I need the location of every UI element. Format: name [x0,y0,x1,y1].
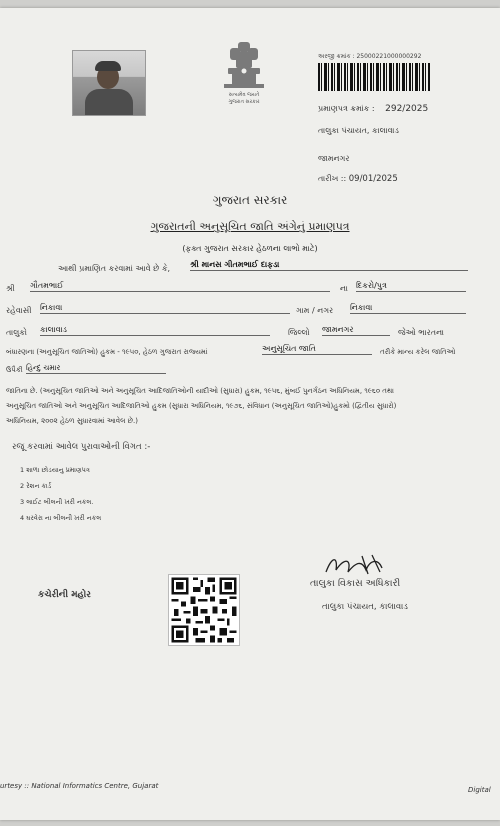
evidence-item: 1 શાળા છોડયાનુ પ્રમાણપત્ર [20,466,90,474]
digital-label: Digital [468,786,491,794]
village: નિકાવા [350,303,466,314]
district: જામનગર [322,325,390,336]
taluka: કાલાવાડ [40,325,270,336]
father-name: ગૌતમભાઈ [30,281,330,292]
caste: હિન્દુ ચમાર [26,363,166,374]
issuing-office: તાલુકા પંચાયત, કાલાવાડ [318,126,399,135]
certificate-title: ગુજરાતની અનુસૂચિત જાતિ અંગેનું પ્રમાણપત્ર [150,220,350,233]
certify-prefix: આથી પ્રમાણિત કરવામાં આવે છે કે, [58,264,171,273]
evidence-item: 2 રેશન કાર્ડ [20,482,52,490]
issue-date: તારીખ :: 09/01/2025 [318,174,398,184]
certificate-number: પ્રમાણપત્ર ક્રમાંક : 292/2025 [318,104,429,114]
certificate-note: (ફક્ત ગુજરાત સરકાર હેઠળના લાભો માટે) [182,244,318,253]
officer-title: તાલુકા વિકાસ અધિકારી [310,578,401,589]
evidence-item: 3 લાઈટ બીલની ખરી નકલ. [20,498,94,506]
issue-place: જામનગર [318,154,350,163]
courtesy-text: urtesy :: National Informatics Centre, Gujarat [0,782,159,790]
officer-office: તાલુકા પંચાયત, કાલાવાડ [322,602,408,612]
evidence-heading: રજૂ કરવામાં આવેલ પુરાવાઓની વિગત :- [12,442,151,452]
line5-prefix: બંધારણના (અનુસૂચિત જાતિઓ) હુકમ - ૧૯૫૦, હેઠળ ગુજરાત રાજ્યમાં [6,348,208,356]
category: અનુસૂચિત જાતિ [262,344,372,355]
shri-label: શ્રી [6,284,15,293]
qr-code [168,574,240,646]
certificate-page [0,8,500,820]
district-label: જિલ્લો [288,328,310,337]
applicant-name: શ્રી માનસ ગીતમભાઈ દાફડા [190,260,468,271]
village-label: ગામ / નગર [296,306,334,315]
office-seal-label: કચેરીની મહોર [38,590,91,600]
resident: નિકાવા [40,303,290,314]
taluka-label: તાલુકો [6,328,27,337]
relation-label: ના [340,284,348,293]
evidence-item: 4 ઘરવેરા ના બીલની ખરી નકલ [20,514,102,522]
applicant-photo [72,50,146,116]
application-number: અરજી ક્રમાંક : 25000221000000292 [318,53,422,60]
barcode [318,63,430,91]
line4-tail: જેઓ ભારતના [398,328,445,337]
government-title: ગુજરાત સરકાર [212,193,288,207]
emblem-caption: સત્યમેવ જયતે ગુજરાત સરકાર [228,92,260,105]
resident-label: રહેવાસી [6,306,32,315]
caste-prefix: ઉપૈકી [6,366,23,374]
legal-paragraph: જાતિના છે. (અનુસૂચિત જાતિઓ અને અનુસૂચિત આદિજાતિઓની યાદીઓ (સુધારા) હુકમ, ૧૯૫૬, મુંબઈ પુનર્ગઠન અધિનિયમ, ૧૯૬૦ તથા અનુસૂચિત જાતિઓ અને અનુસૂચિત આદિજાતિઓ હુકમ (સુધારા અધિનિયમ, ૧૯૭૬, સંવિધાન (અનુસૂચિત જાતિઓ)હુકમો (દ્વિતીય સુધારો) અધિનિયમ, ૨૦૦૨ હેઠળ સુધારવામાં આવેલ છે.) [6,387,397,425]
relation: દિકરો/પુત્ર [356,281,466,292]
line5-tail: તરીકે માન્ય કરેલ જાતિઓ [380,348,456,356]
officer-signature [322,552,392,578]
